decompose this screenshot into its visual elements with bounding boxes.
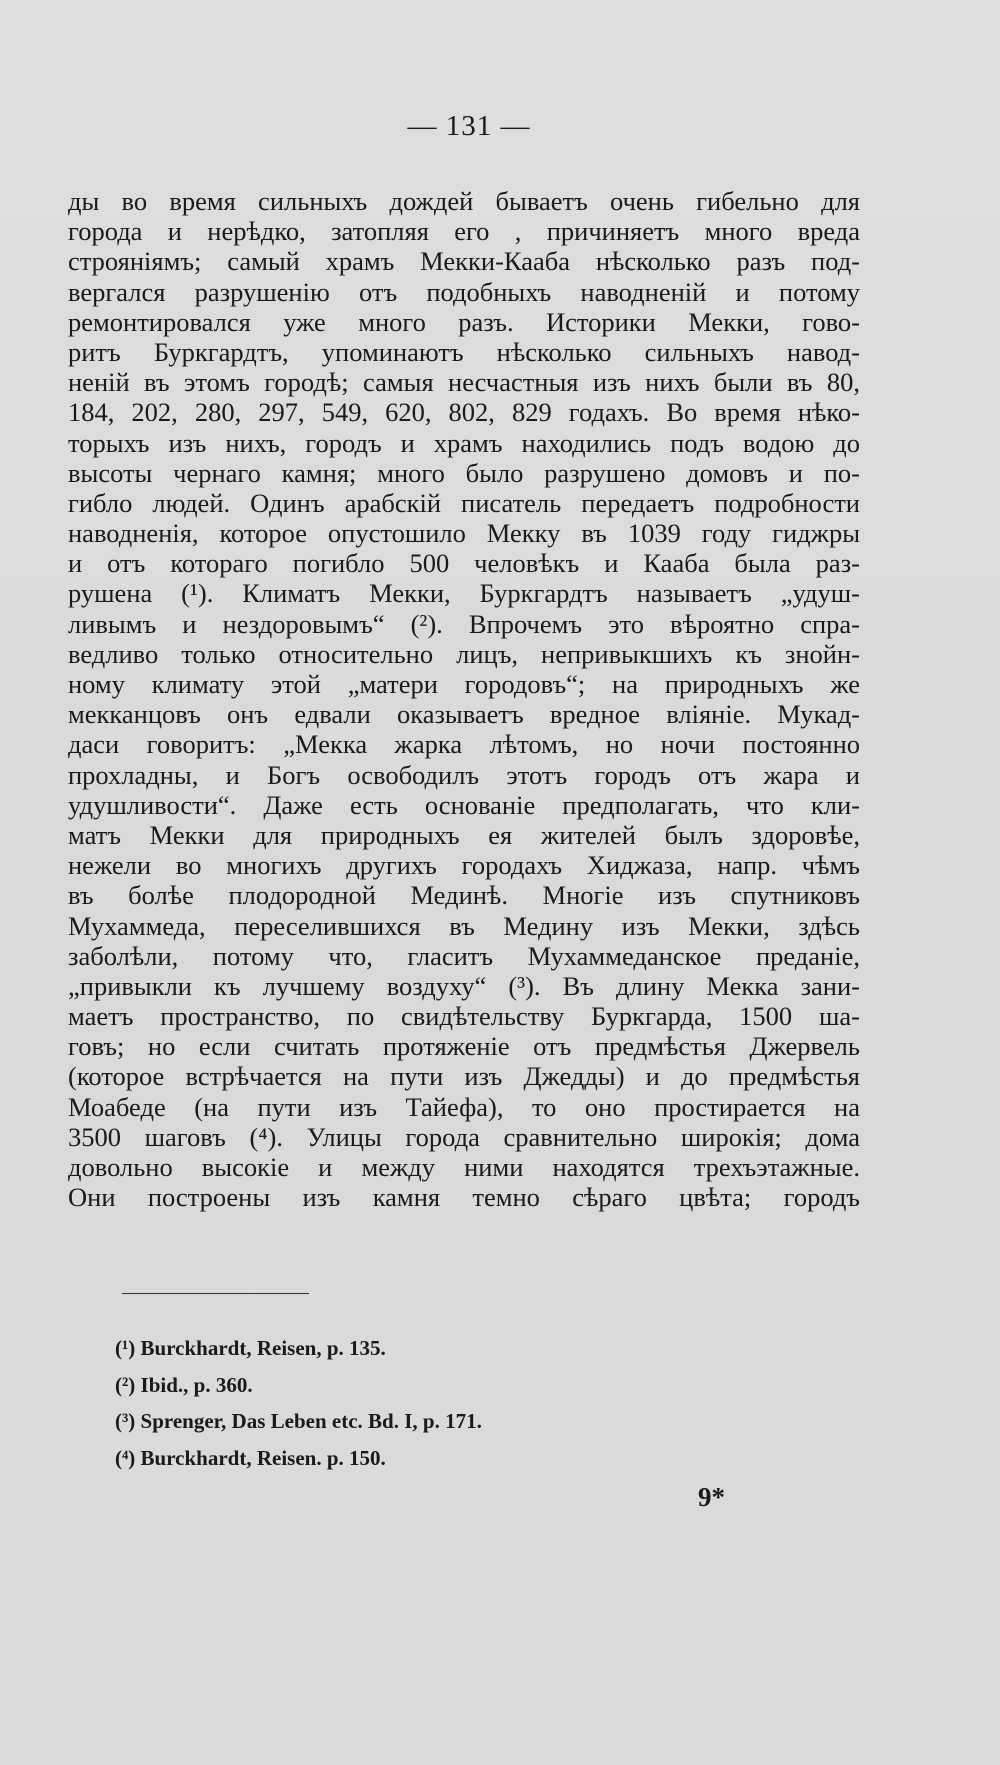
footnote: (¹) Burckhardt, Reisen, p. 135. [115, 1336, 386, 1360]
text-line: неній въ этомъ городѣ; самыя несчастныя изъ нихъ были въ 80, [68, 367, 860, 398]
text-line: рушена (¹). Климатъ Мекки, Буркгардтъ называетъ „удуш- [68, 578, 860, 609]
text-line: маетъ пространство, по свидѣтельству Буркгарда, 1500 ша- [68, 1001, 860, 1032]
text-line: мекканцовъ онъ едвали оказываетъ вредное вліяніе. Мукад- [68, 699, 860, 730]
text-line: даси говоритъ: „Мекка жарка лѣтомъ, но ночи постоянно [68, 729, 860, 760]
text-line: прохладны, и Богъ освободилъ этотъ городъ отъ жара и [68, 759, 860, 790]
text-line: и отъ котораго погибло 500 человѣкъ и Кааба была раз- [68, 548, 860, 579]
footnote-separator-extension [126, 1293, 309, 1294]
text-line: 3500 шаговъ (⁴). Улицы города сравнительно широкія; дома [68, 1121, 860, 1152]
text-line: „привыкли къ лучшему воздуху“ (³). Въ длину Мекка зани- [68, 970, 860, 1001]
text-line: 184, 202, 280, 297, 549, 620, 802, 829 годахъ. Во время нѣко- [68, 397, 860, 428]
text-line: торыхъ изъ нихъ, городъ и храмъ находились подъ водою до [68, 427, 860, 458]
text-line: довольно высокіе и между ними находятся трехъэтажные. [68, 1152, 860, 1182]
body-text [68, 186, 860, 1212]
footnote: (³) Sprenger, Das Leben etc. Bd. I, p. 171. [115, 1409, 482, 1433]
text-line: нежели во многихъ другихъ городахъ Хиджаза, напр. чѣмъ [68, 850, 860, 881]
text-line: города и нерѣдко, затопляя его , причиняетъ много вреда [68, 216, 860, 247]
text-line: ливымъ и нездоровымъ“ (²). Впрочемъ это вѣроятно спра- [68, 608, 860, 639]
text-line: ведливо только относительно лицъ, непривыкшихъ къ знойн- [68, 638, 860, 669]
text-line: говъ; но если считать протяженіе отъ предмѣстья Джервель [68, 1031, 860, 1062]
text-line: заболѣли, потому что, гласитъ Мухаммеданское преданіе, [68, 940, 860, 971]
text-line: ритъ Буркгардтъ, упоминаютъ нѣсколько сильныхъ навод- [68, 336, 860, 367]
text-line: строяніямъ; самый храмъ Мекки-Кааба нѣсколько разъ под- [68, 246, 860, 277]
text-line: наводненія, которое опустошило Мекку въ 1039 году гиджры [68, 518, 860, 549]
footnote: (²) Ibid., p. 360. [115, 1372, 253, 1397]
text-line: ды во время сильныхъ дождей бываетъ очень гибельно для [68, 186, 860, 216]
footnotes [115, 1330, 715, 1476]
text-line: высоты чернаго камня; много было разрушено домовъ и по- [68, 457, 860, 488]
footnote: (⁴) Burckhardt, Reisen. p. 150. [115, 1445, 386, 1470]
text-line: Они построены изъ камня темно сѣраго цвѣта; городъ [68, 1182, 860, 1213]
page-number: — 131 — [407, 110, 531, 142]
text-line: въ болѣе плодородной Мединѣ. Многіе изъ спутниковъ [68, 880, 860, 911]
text-line: матъ Мекки для природныхъ ея жителей былъ здоровѣе, [68, 819, 860, 850]
text-line: Моабеде (на пути изъ Тайефа), то оно простирается на [68, 1091, 860, 1122]
printer-signature-mark: 9* [698, 1482, 725, 1512]
text-line: (которое встрѣчается на пути изъ Джедды) и до предмѣстья [68, 1061, 860, 1092]
text-line: гибло людей. Одинъ арабскій писатель передаетъ подробности [68, 487, 860, 518]
text-line: ремонтировался уже много разъ. Историки Мекки, гово- [68, 306, 860, 337]
text-line: Мухаммеда, переселившихся въ Медину изъ Мекки, здѣсь [68, 910, 860, 941]
text-line: ному климату этой „матери городовъ“; на природныхъ же [68, 669, 860, 699]
text-line: удушливости“. Даже есть основаніе предполагать, что кли- [68, 789, 860, 820]
text-line: вергался разрушенію отъ подобныхъ наводненій и потому [68, 276, 860, 307]
